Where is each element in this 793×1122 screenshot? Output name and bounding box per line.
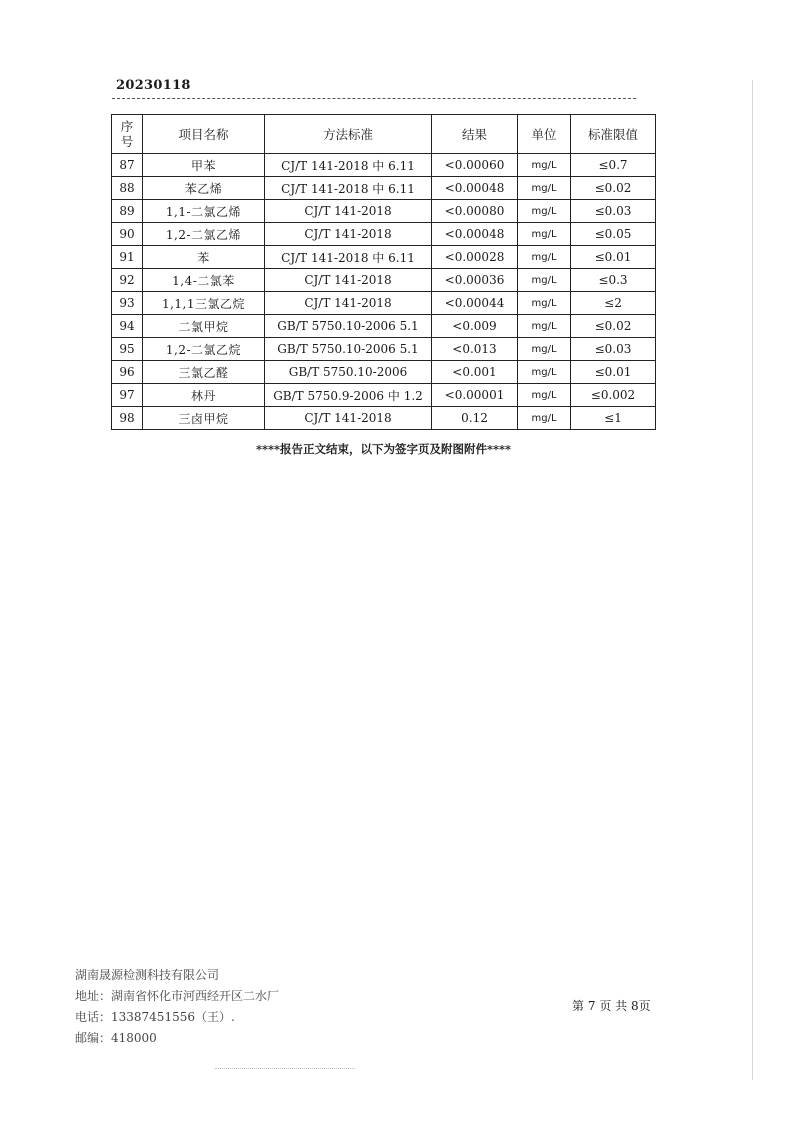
table-row — [112, 269, 656, 292]
header-unit: 单位 — [518, 115, 571, 154]
cell-limit: ≤0.02 — [571, 177, 656, 200]
cell-no: 88 — [112, 177, 143, 200]
table-row — [112, 407, 656, 430]
cell-unit: mg/L — [518, 177, 571, 200]
cell-unit: mg/L — [518, 246, 571, 269]
scan-artifact — [215, 1068, 355, 1069]
cell-limit: ≤0.01 — [571, 246, 656, 269]
cell-method: CJ/T 141-2018 — [265, 200, 432, 223]
cell-no: 97 — [112, 384, 143, 407]
cell-method: CJ/T 141-2018 — [265, 223, 432, 246]
cell-limit: ≤1 — [571, 407, 656, 430]
cell-no: 95 — [112, 338, 143, 361]
table-row — [112, 177, 656, 200]
report-end-note: ****报告正文结束，以下为签字页及附图附件**** — [255, 442, 512, 456]
cell-method: CJ/T 141-2018 — [265, 407, 432, 430]
cell-no: 90 — [112, 223, 143, 246]
footer-address: 地址：湖南省怀化市河西经开区二水厂 — [75, 989, 280, 1003]
table-row — [112, 246, 656, 269]
cell-no: 98 — [112, 407, 143, 430]
table-row — [112, 384, 656, 407]
cell-unit: mg/L — [518, 384, 571, 407]
cell-method: GB/T 5750.10-2006 5.1 — [265, 315, 432, 338]
cell-limit: ≤0.7 — [571, 154, 656, 177]
table-header-row — [112, 115, 656, 154]
page-edge — [752, 80, 753, 1080]
cell-method: CJ/T 141-2018 中 6.11 — [265, 177, 432, 200]
cell-limit: ≤0.05 — [571, 223, 656, 246]
cell-no: 92 — [112, 269, 143, 292]
header-no: 序号 — [112, 115, 143, 154]
cell-limit: ≤0.002 — [571, 384, 656, 407]
cell-unit: mg/L — [518, 361, 571, 384]
cell-method: CJ/T 141-2018 — [265, 269, 432, 292]
cell-limit: ≤2 — [571, 292, 656, 315]
header-rule — [112, 98, 636, 99]
cell-method: CJ/T 141-2018 中 6.11 — [265, 246, 432, 269]
cell-method: CJ/T 141-2018 中 6.11 — [265, 154, 432, 177]
page-prefix: 第 — [572, 999, 585, 1013]
cell-item: 苯乙烯 — [143, 177, 265, 200]
header-method: 方法标准 — [265, 115, 432, 154]
cell-item: 1,4-二氯苯 — [143, 269, 265, 292]
cell-no: 96 — [112, 361, 143, 384]
cell-result: <0.00048 — [432, 223, 518, 246]
cell-no: 94 — [112, 315, 143, 338]
cell-item: 苯 — [143, 246, 265, 269]
cell-unit: mg/L — [518, 223, 571, 246]
cell-result: <0.00001 — [432, 384, 518, 407]
cell-unit: mg/L — [518, 338, 571, 361]
table-row — [112, 361, 656, 384]
page-total: 8 — [630, 999, 639, 1013]
cell-result: <0.00060 — [432, 154, 518, 177]
cell-item: 林丹 — [143, 384, 265, 407]
cell-unit: mg/L — [518, 315, 571, 338]
cell-result: <0.00080 — [432, 200, 518, 223]
cell-item: 三氯乙醛 — [143, 361, 265, 384]
results-table — [111, 114, 656, 430]
cell-method: GB/T 5750.9-2006 中 1.2 — [265, 384, 432, 407]
cell-result: <0.00044 — [432, 292, 518, 315]
cell-item: 三卤甲烷 — [143, 407, 265, 430]
cell-item: 1,2-二氯乙烯 — [143, 223, 265, 246]
table-row — [112, 200, 656, 223]
cell-result: <0.013 — [432, 338, 518, 361]
cell-result: <0.00028 — [432, 246, 518, 269]
cell-method: GB/T 5750.10-2006 — [265, 361, 432, 384]
cell-limit: ≤0.3 — [571, 269, 656, 292]
cell-limit: ≤0.01 — [571, 361, 656, 384]
cell-method: CJ/T 141-2018 — [265, 292, 432, 315]
footer-postcode: 邮编：418000 — [75, 1031, 157, 1045]
cell-no: 87 — [112, 154, 143, 177]
cell-unit: mg/L — [518, 200, 571, 223]
cell-item: 1,2-二氯乙烷 — [143, 338, 265, 361]
header-limit: 标准限值 — [571, 115, 656, 154]
cell-result: <0.009 — [432, 315, 518, 338]
cell-unit: mg/L — [518, 407, 571, 430]
cell-no: 89 — [112, 200, 143, 223]
cell-limit: ≤0.03 — [571, 200, 656, 223]
table-row — [112, 338, 656, 361]
cell-unit: mg/L — [518, 154, 571, 177]
cell-no: 93 — [112, 292, 143, 315]
table-row — [112, 154, 656, 177]
cell-no: 91 — [112, 246, 143, 269]
header-result: 结果 — [432, 115, 518, 154]
header-item: 项目名称 — [143, 115, 265, 154]
footer-company: 湖南晟源检测科技有限公司 — [75, 968, 220, 982]
table-row — [112, 292, 656, 315]
cell-unit: mg/L — [518, 292, 571, 315]
cell-result: 0.12 — [432, 407, 518, 430]
cell-item: 二氯甲烷 — [143, 315, 265, 338]
cell-item: 1,1,1三氯乙烷 — [143, 292, 265, 315]
table-row — [112, 315, 656, 338]
cell-result: <0.00048 — [432, 177, 518, 200]
cell-method: GB/T 5750.10-2006 5.1 — [265, 338, 432, 361]
cell-unit: mg/L — [518, 269, 571, 292]
cell-result: <0.001 — [432, 361, 518, 384]
page-current: 7 — [587, 999, 596, 1013]
report-id: 20230118 — [116, 78, 191, 93]
cell-limit: ≤0.02 — [571, 315, 656, 338]
page-middle: 页 共 — [599, 999, 628, 1013]
cell-item: 1,1-二氯乙烯 — [143, 200, 265, 223]
footer-contact — [75, 965, 279, 1049]
cell-limit: ≤0.03 — [571, 338, 656, 361]
cell-item: 甲苯 — [143, 154, 265, 177]
page-suffix: 页 — [638, 999, 651, 1013]
cell-result: <0.00036 — [432, 269, 518, 292]
footer-phone: 电话：13387451556（王）. — [75, 1010, 235, 1024]
table-row — [112, 223, 656, 246]
page-number — [572, 997, 651, 1014]
